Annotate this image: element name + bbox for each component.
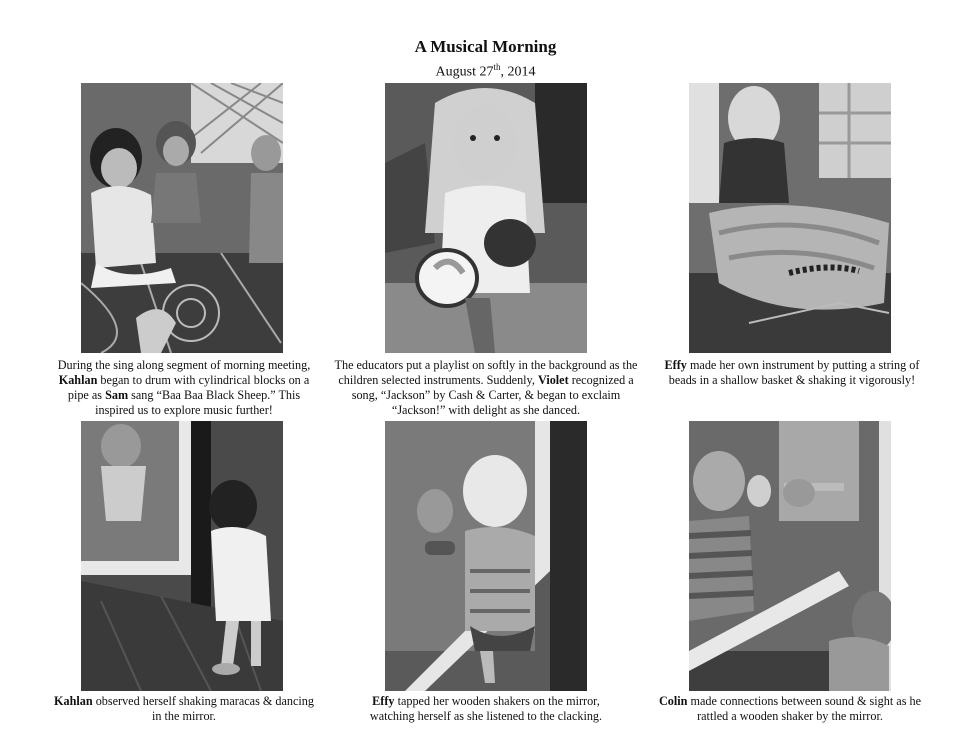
caption-1 (48, 358, 320, 418)
caption-2 (328, 358, 644, 418)
photo-kahlan-drumming (81, 83, 283, 353)
caption-5 (350, 694, 622, 724)
caption-3 (660, 358, 924, 388)
photo-effy-shakers (385, 421, 587, 691)
date-main: August 27 (435, 64, 494, 80)
caption-3-name-effy: Effy (664, 358, 687, 372)
caption-5-name-effy: Effy (372, 694, 395, 708)
caption-2-text: The educators put a playlist on softly in the background as the children selected instruments. Suddenly, (334, 358, 638, 387)
caption-4-name-kahlan: Kahlan (54, 694, 93, 708)
caption-6-name-colin: Colin (659, 694, 688, 708)
photo-kahlan-maracas (81, 421, 283, 691)
caption-2-name-violet: Violet (537, 373, 569, 387)
photo-colin-shaker (689, 421, 891, 691)
caption-1-name-sam: Sam (105, 388, 129, 402)
caption-4 (48, 694, 320, 724)
caption-6-text: made connections between sound & sight as he rattled a wooden shaker by the mirror. (687, 694, 921, 723)
caption-6 (652, 694, 928, 724)
date-suffix: th (493, 62, 501, 72)
photo-violet-tambourine (385, 83, 587, 353)
caption-1-text-b: began to drum with cylindrical blocks on a pipe as (67, 373, 310, 402)
caption-3-text: made her own instrument by putting a string of beads in a shallow basket & shaking it vigorously! (668, 358, 920, 387)
caption-5-text: tapped her wooden shakers on the mirror, watching herself as she listened to the clacking. (369, 694, 603, 723)
date-year: , 2014 (500, 64, 536, 80)
caption-1-text: During the sing along segment of morning meeting, (57, 358, 311, 372)
caption-1-name-kahlan: Kahlan (58, 373, 98, 387)
page-date (0, 58, 971, 82)
photo-effy-basket (689, 83, 891, 353)
caption-1-text-c: sang “Baa Baa Black Sheep.” This inspired us to explore music further! (95, 388, 301, 417)
caption-2-text-b: recognized a song, “Jackson” by Cash & Carter, & began to exclaim “Jackson!” with delight as she danced. (351, 373, 634, 417)
page-title: A Musical Morning (414, 37, 557, 56)
caption-4-text: observed herself shaking maracas & dancing in the mirror. (92, 694, 314, 723)
